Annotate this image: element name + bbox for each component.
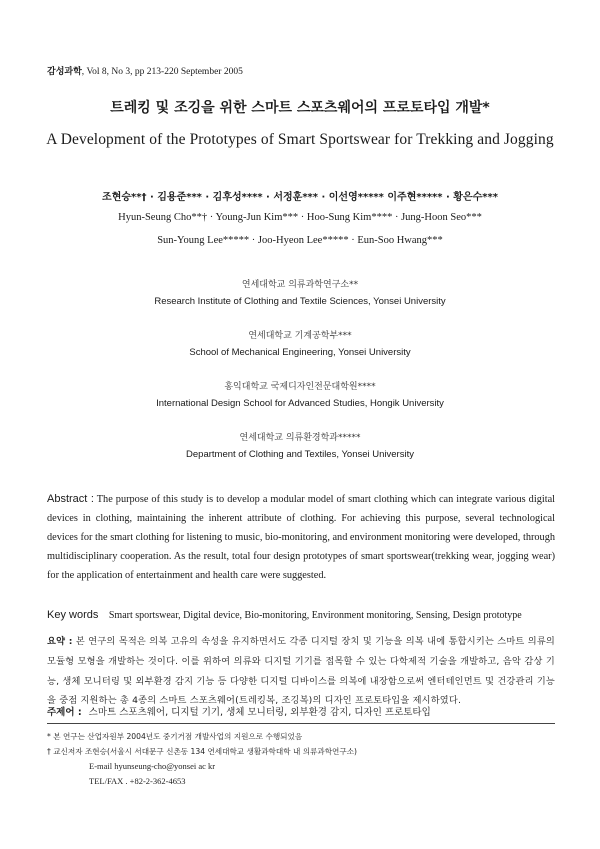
keywords-korean (47, 704, 567, 718)
keywords-ko-label: 주제어 : (47, 707, 82, 718)
footnote-email: E-mail hyunseung-cho@yonsei ac kr (89, 761, 216, 771)
keywords-label: Key words (47, 609, 99, 621)
affiliation-2-ko: 연세대학교 기계공학부*** (248, 331, 352, 341)
affiliation-3 (0, 379, 600, 409)
footnotes (47, 730, 555, 788)
affiliation-1-ko: 연세대학교 의류과학연구소** (241, 280, 359, 290)
abstract-ko-text: 본 연구의 목적은 의복 고유의 속성을 유지하면서도 각종 디지털 장치 및 기능을 의복 내에 통합시키는 스마트 의류의 모듈형 모형을 개발하는 것이다. 이를 위하여 의류와 디지털 기기를 접목할 수 있는 다학제적 기술을 개발하고, 음악 감상 기능, 생체 모니터링 및 외부환경 감지 기능 등 다양한 디지털 디바이스를 의복에 내장함으로써 엔터테인먼트 및 건강관리 기능을 중점 지원하는 총 4종의 스마트 스포츠웨어(트레킹복, 조깅복)의 디자인 프로토타입을 제시하였다. (47, 636, 555, 707)
abstract-label: Abstract : (47, 493, 94, 505)
title-korean: 트레킹 및 조깅을 위한 스마트 스포츠웨어의 프로토타입 개발* (110, 100, 490, 116)
authors-english-line-1: Hyun-Seung Cho**† · Young-Jun Kim*** · Hoo-Sung Kim**** · Jung-Hoon Seo*** (118, 212, 482, 223)
journal-citation: Vol 8, No 3, pp 213-220 September 2005 (86, 67, 243, 77)
affiliation-4-en: Department of Clothing and Textiles, Yonsei University (186, 449, 414, 460)
journal-header: 감성과학, Vol 8, No 3, pp 213-220 September 2005 (47, 67, 243, 77)
affiliation-3-ko: 홍익대학교 국제디자인전문대학원**** (224, 382, 376, 392)
journal-name: 감성과학 (47, 67, 82, 77)
abstract-ko-label: 요약 : (47, 636, 73, 647)
affiliation-2 (0, 328, 600, 358)
affiliation-4 (0, 430, 600, 460)
keywords-ko-text: 스마트 스포츠웨어, 디지털 기기, 생체 모니터링, 외부환경 감지, 디자인 프로토타입 (88, 707, 431, 718)
affiliation-2-en: School of Mechanical Engineering, Yonsei University (189, 347, 411, 358)
affiliation-1-en: Research Institute of Clothing and Textile Sciences, Yonsei University (154, 296, 446, 307)
abstract-text: The purpose of this study is to develop a modular model of smart clothing which can integrate various digital devices in clothing, maintaining the inherent attribute of clothing. For achieving this purpose, several technological devices for the smart clothing for listening to music, bio-monitoring, and environment monitoring were developed, through multidisciplinary cooperation. As the result, total four design prototypes of smart sportswear(trekking wear, jogging wear) for the application of entertainment and health care were suggested. (47, 494, 555, 581)
authors-english-line-2: Sun-Young Lee***** · Joo-Hyeon Lee***** · Eun-Soo Hwang*** (157, 235, 443, 246)
affiliation-3-en: International Design School for Advanced Studies, Hongik University (156, 398, 444, 409)
keywords-english (47, 609, 567, 621)
keywords-text: Smart sportswear, Digital device, Bio-monitoring, Environment monitoring, Sensing, Design prototype (108, 610, 522, 621)
authors-korean: 조현승**† · 김용준*** · 김후성**** · 서정훈*** · 이선영***** 이주현***** · 황은수*** (102, 192, 498, 203)
footnote-corresponding: † 교신저자 조현승(서울시 서대문구 신촌동 134 연세대학교 생활과학대학 내 의류과학연구소) (47, 746, 358, 756)
affiliation-1 (0, 277, 600, 307)
footnote-divider (47, 723, 555, 724)
footnote-tel: TEL/FAX . +82-2-362-4653 (89, 775, 186, 786)
title-english: A Development of the Prototypes of Smart Sportswear for Trekking and Jogging (46, 131, 554, 148)
abstract-english (47, 490, 555, 585)
footnote-funding: * 본 연구는 산업자원부 2004년도 중기거점 개발사업의 지원으로 수행되었음 (47, 732, 303, 741)
affiliation-4-ko: 연세대학교 의류환경학과***** (239, 433, 361, 443)
abstract-korean (47, 632, 555, 711)
